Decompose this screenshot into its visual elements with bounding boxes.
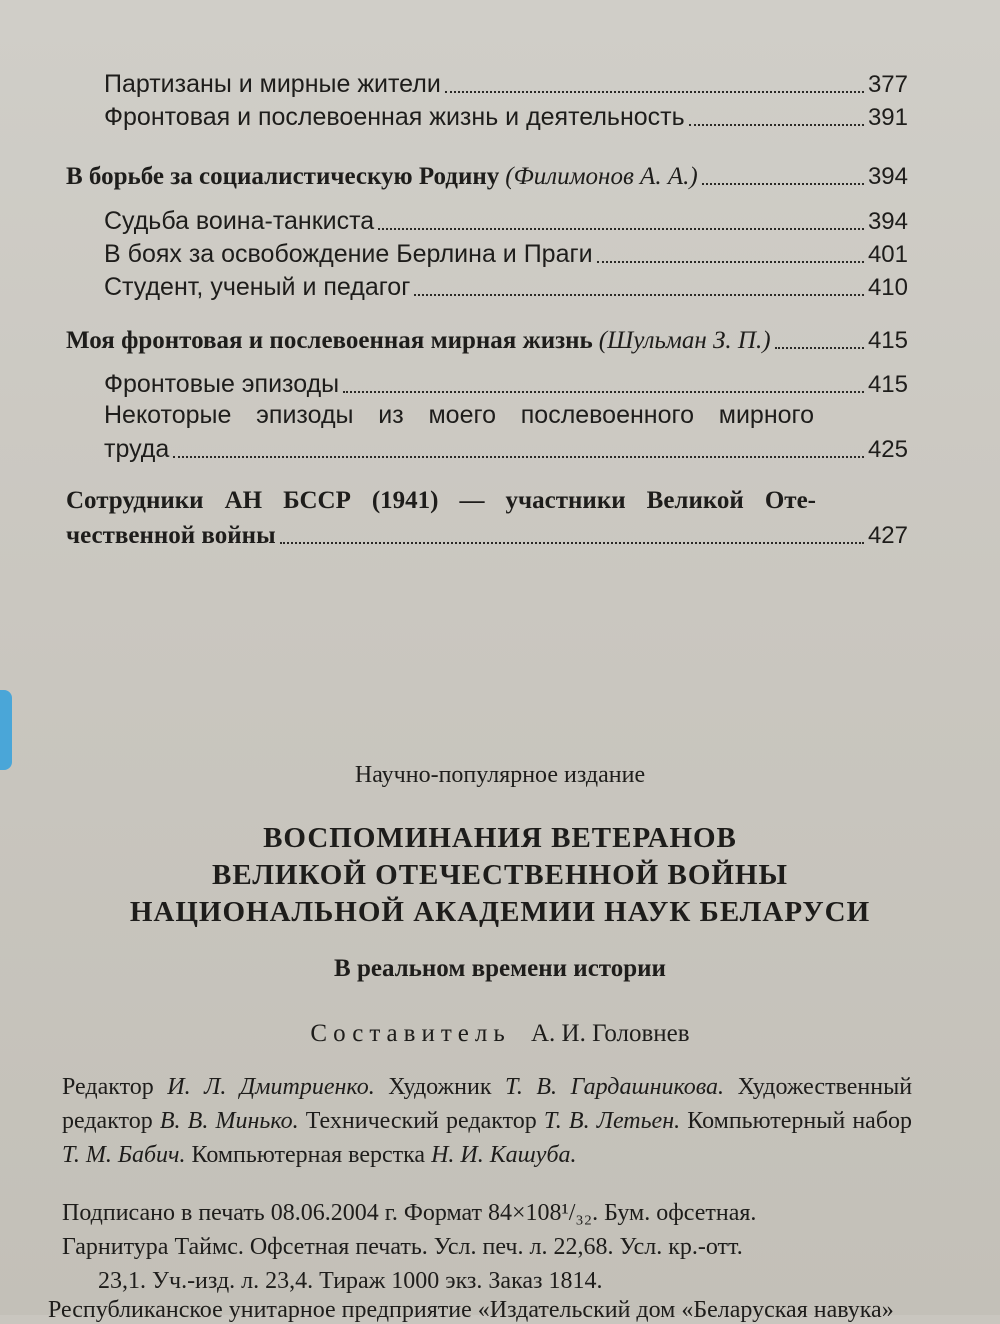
toc-entry-page: 377: [867, 71, 908, 98]
toc-entry-title: В боях за освобождение Берлина и Праги: [104, 240, 593, 268]
tech-editor-name: Т. В. Летьен.: [543, 1108, 681, 1134]
book-title-line-3: НАЦИОНАЛЬНОЙ АКАДЕМИИ НАУК БЕЛАРУСИ: [129, 896, 871, 928]
publication-genre: Научно-популярное издание: [354, 762, 646, 788]
toc-section-page: 427: [867, 522, 908, 549]
toc-entry-title: Фронтовая и послевоенная жизнь и деятельность: [104, 103, 685, 131]
artist-name: Т. В. Гардашникова.: [505, 1074, 725, 1100]
print-details: [62, 1196, 912, 1298]
toc-section: [66, 522, 908, 550]
toc-entry-page: 391: [867, 104, 908, 131]
toc-section-author: (Шульман З. П.): [598, 327, 771, 354]
toc-leader-dots: [378, 227, 864, 230]
print-details-line: 23,1. Уч.-изд. л. 23,4. Тираж 1000 экз. Заказ 1814.: [98, 1268, 603, 1294]
typing-label: Компьютерный набор: [687, 1108, 913, 1134]
toc-entry-page: 401: [867, 241, 908, 268]
toc-leader-dots: [173, 455, 864, 458]
toc-section-first-line: Сотрудники АН БССР (1941) — участники Великой Оте-: [66, 487, 816, 514]
toc-section-author: (Филимонов А. А.): [505, 163, 698, 190]
toc-entry-first-line: Некоторые эпизоды из моего послевоенного мирного: [104, 401, 814, 429]
toc-leader-dots: [689, 123, 864, 126]
toc-section: [66, 163, 908, 191]
compiler-line: [0, 1020, 1000, 1048]
toc-section-title: чественной войны: [66, 522, 276, 549]
book-subtitle: В реальном времени истории: [334, 955, 666, 982]
toc-entry-title: Судьба воина-танкиста: [104, 207, 375, 235]
print-details-line: Гарнитура Таймс. Офсетная печать. Усл. печ. л. 22,68. Усл. кр.-отт.: [62, 1234, 743, 1260]
toc-section-page: 415: [867, 327, 908, 354]
toc-entry-page: 410: [867, 274, 908, 301]
toc-entry: [104, 273, 908, 302]
toc-leader-dots: [343, 390, 864, 393]
toc-entry-title: труда: [104, 435, 170, 463]
editor-label: Редактор: [62, 1074, 154, 1100]
toc-leader-dots: [702, 182, 864, 185]
tech-editor-label: Технический редактор: [305, 1108, 537, 1134]
toc-entry: [104, 435, 908, 464]
toc-entry-page: 415: [867, 371, 908, 398]
toc-entry: [104, 103, 908, 132]
toc-section-title: Моя фронтовая и послевоенная мирная жизнь: [66, 327, 593, 354]
toc-entry: [104, 370, 908, 399]
compiler-label: Составитель: [310, 1020, 511, 1047]
compiler-name: А. И. Головнев: [530, 1020, 690, 1047]
toc-entry: [104, 240, 908, 269]
book-title-line-2: ВЕЛИКОЙ ОТЕЧЕСТВЕННОЙ ВОЙНЫ: [212, 859, 788, 891]
blue-edge-marker: [0, 690, 12, 770]
publisher-line-cut-off: Республиканское унитарное предприятие «Издательский дом «Беларуская навука»: [48, 1297, 894, 1323]
toc-entry-page: 394: [867, 208, 908, 235]
print-details-line: Подписано в печать 08.06.2004 г. Формат 84×108¹/₃₂. Бум. офсетная.: [62, 1200, 757, 1226]
credits-paragraph: [62, 1070, 912, 1172]
art-editor-name: В. В. Минько.: [159, 1108, 299, 1134]
layout-name: Н. И. Кашуба.: [431, 1142, 577, 1168]
toc-leader-dots: [280, 541, 864, 544]
editor-name: И. Л. Дмитриенко.: [167, 1074, 375, 1100]
toc-section-title: В борьбе за социалистическую Родину: [66, 163, 500, 190]
toc-leader-dots: [775, 346, 864, 349]
toc-entry-title: Студент, ученый и педагог: [104, 273, 411, 301]
toc-entry-title: Фронтовые эпизоды: [104, 370, 340, 398]
artist-label: Художник: [388, 1074, 492, 1100]
toc-entry: [104, 207, 908, 236]
toc-entry: [104, 70, 908, 99]
toc-leader-dots: [414, 293, 864, 296]
toc-section: [66, 327, 908, 355]
toc-leader-dots: [597, 260, 864, 263]
layout-label: Компьютерная верстка: [191, 1142, 426, 1168]
toc-leader-dots: [445, 90, 864, 93]
toc-entry-title: Партизаны и мирные жители: [104, 70, 441, 98]
book-title-line-1: ВОСПОМИНАНИЯ ВЕТЕРАНОВ: [263, 822, 737, 854]
toc-entry-page: 425: [867, 436, 908, 463]
art-editor-label: Художественный редактор: [62, 1074, 913, 1134]
typing-name: Т. М. Бабич.: [62, 1142, 186, 1168]
toc-section-page: 394: [867, 163, 908, 190]
